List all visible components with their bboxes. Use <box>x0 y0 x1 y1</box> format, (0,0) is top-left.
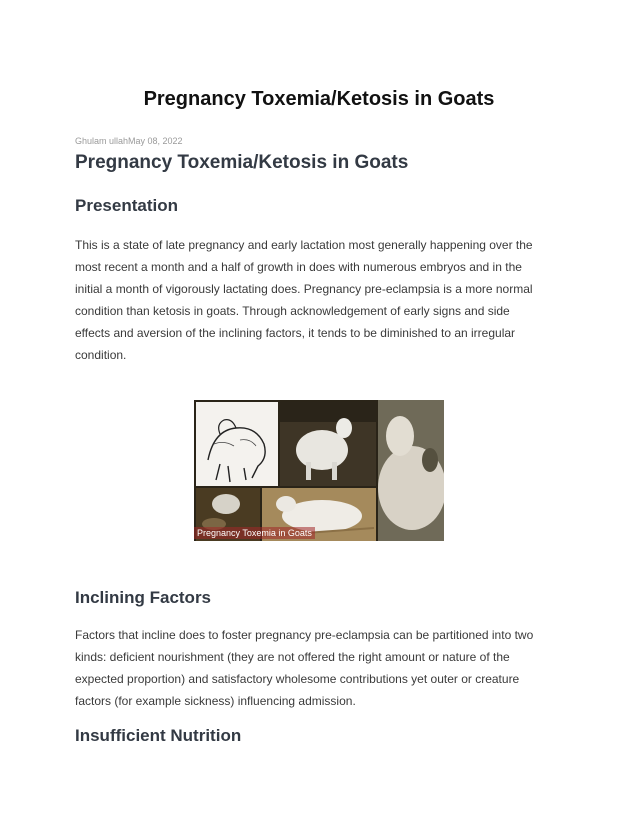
image-caption: Pregnancy Toxemia in Goats <box>197 528 312 538</box>
section-heading-inclining-factors: Inclining Factors <box>75 588 212 607</box>
section-heading-presentation: Presentation <box>75 196 178 215</box>
paragraph-line: most recent a month and a half of growth in does with numerous embryos and in the <box>75 260 522 274</box>
paragraph-line: Factors that incline does to foster pregnancy pre-eclampsia can be partitioned into two <box>75 628 534 642</box>
presentation-paragraph <box>75 234 565 366</box>
paragraph-line: expected proportion) and satisfactory wholesome contributions yet outer or creature <box>75 672 520 686</box>
paragraph-line: kinds: deficient nourishment (they are not offered the right amount or nature of the <box>75 650 510 664</box>
paragraph-line: initial a month of vigorously lactating does. Pregnancy pre-eclampsia is a more normal <box>75 282 533 296</box>
image-caption-background <box>194 527 315 539</box>
article-heading: Pregnancy Toxemia/Ketosis in Goats <box>75 152 409 173</box>
paragraph-line: factors (for example sickness) influencing admission. <box>75 694 356 708</box>
section-heading-insufficient-nutrition: Insufficient Nutrition <box>75 726 242 745</box>
paragraph-line: This is a state of late pregnancy and early lactation most generally happening over the <box>75 238 533 252</box>
inclining-factors-paragraph <box>75 624 565 712</box>
paragraph-line: effects and aversion of the inclining factors, it tends to be diminished to an irregular <box>75 326 516 340</box>
author-date-byline: Ghulam ullahMay 08, 2022 <box>75 136 183 146</box>
collage-illustration <box>194 400 444 541</box>
paragraph-line: condition. <box>75 348 127 362</box>
goat-collage-image <box>194 400 444 541</box>
paragraph-line: condition than ketosis in goats. Through acknowledgement of early signs and side <box>75 304 510 318</box>
document-title: Pregnancy Toxemia/Ketosis in Goats <box>143 88 495 110</box>
